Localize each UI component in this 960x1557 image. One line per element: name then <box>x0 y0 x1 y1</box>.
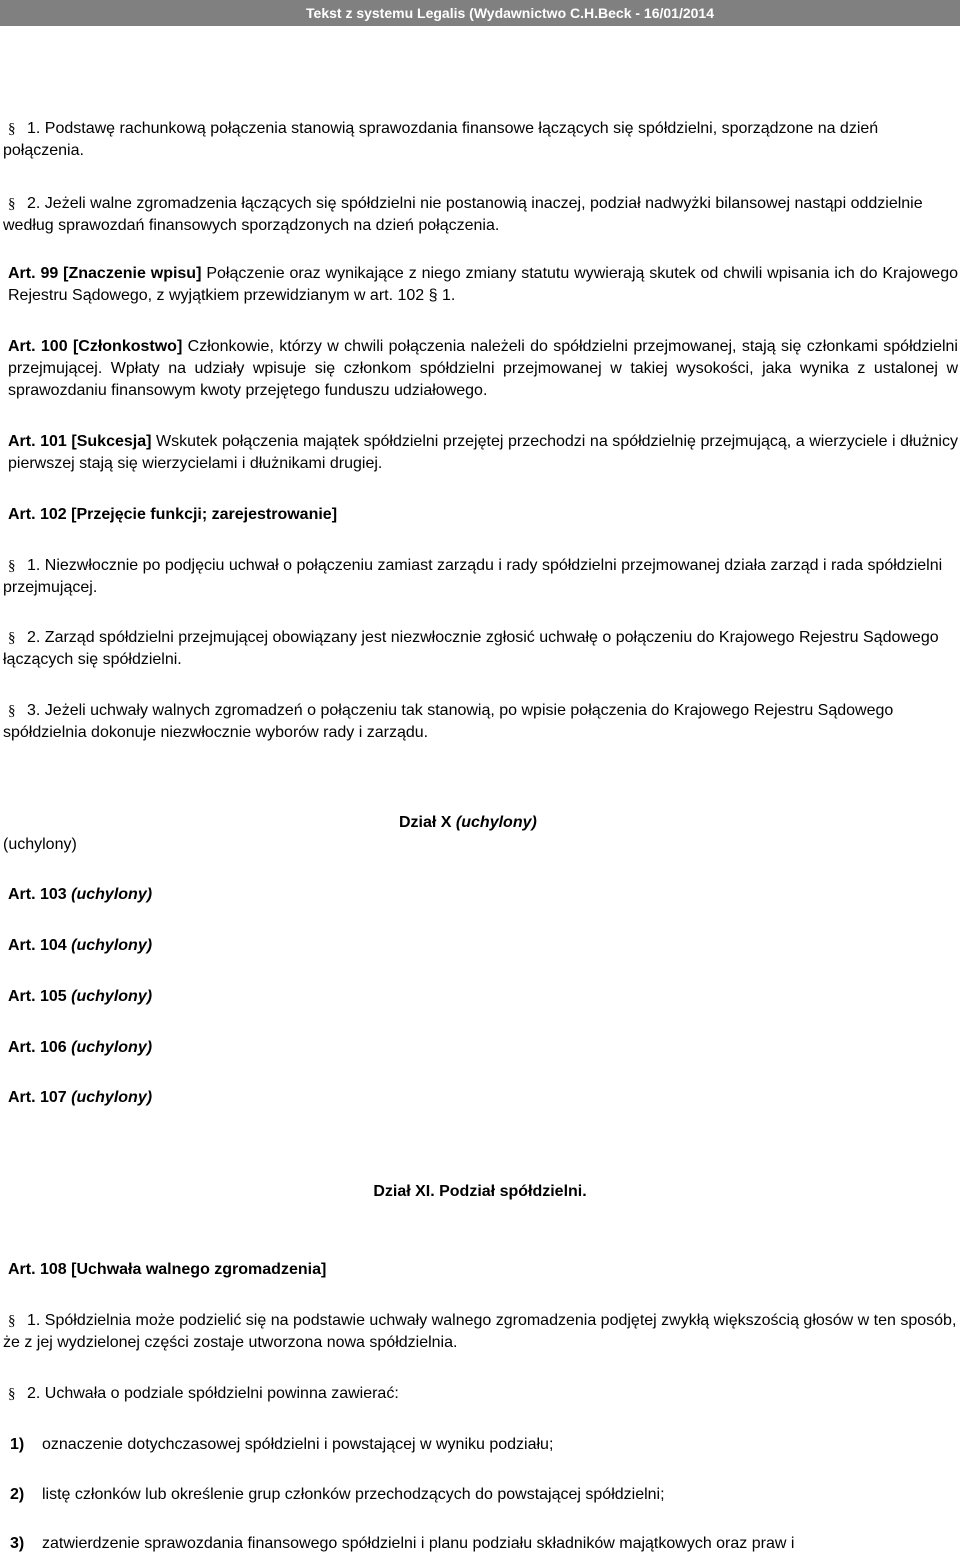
article-101 <box>8 431 958 475</box>
section-symbol: § <box>8 1386 16 1402</box>
article-text: Połączenie oraz wynikające z niego zmiany statutu wywierają skutek od chwili wpisania ich do Krajowego Rejestru Sądowego, z wyjątkiem przewidzianym w art. 102 <box>8 265 958 304</box>
article-102-heading: Art. 102 [Przejęcie funkcji; zarejestrowanie] <box>8 506 338 523</box>
article-text: Członkowie, którzy w chwili połączenia należeli do spółdzielni przejmowanej, stają się członkami spółdzielni przejmującej. Wpłaty na udziały wpisuje się członkom spółdzielni przejmowanej w takiej wysokości, jaka wynika z ustalonej w sprawozdaniu finansowym kwoty przejętego funduszu udziałowego. <box>8 338 958 399</box>
paragraph-text: Podstawę rachunkową połączenia stanowią sprawozdania finansowe łączących się spółdzielni, sporządzone na dzień połączenia. <box>3 120 879 159</box>
article-102-paragraph-1 <box>3 555 958 599</box>
article-102-paragraph-2 <box>3 627 958 671</box>
point-number: 3) <box>10 1535 25 1552</box>
article-108-paragraph-1 <box>3 1310 958 1354</box>
article-105: Art. 105 (uchylony) <box>8 988 153 1005</box>
paragraph-text: Spółdzielnia może podzielić się na podstawie uchwały walnego zgromadzenia podjętej zwykłą większością głosów w ten sposób, że z jej wydzielonej części zostaje utworzona nowa spółdzielnia. <box>3 1312 957 1351</box>
article-100 <box>8 336 958 402</box>
chapter-x-title: Dział X (uchylony) <box>399 814 537 831</box>
list-item <box>10 1434 958 1456</box>
chapter-xi-title: Dział XI. Podział spółdzielni. <box>373 1183 587 1200</box>
article-108-paragraph-2 <box>3 1383 958 1405</box>
paragraph-text: Jeżeli uchwały walnych zgromadzeń o połączeniu tak stanowią, po wpisie połączenia do Krajowego Rejestru Sądowego spółdzielnia dokonuje niezwłocznie wyborów rady i zarządu. <box>3 702 894 741</box>
paragraph-number: 1. <box>27 120 41 137</box>
page-header <box>0 0 960 26</box>
article-102-paragraph-3 <box>3 700 958 744</box>
section-symbol: § <box>8 703 16 719</box>
article-text-end: 1. <box>441 287 456 304</box>
paragraph-number: 1. <box>27 557 41 574</box>
list-item <box>10 1484 958 1506</box>
point-text: zatwierdzenie sprawozdania finansowego spółdzielni i planu podziału składników majątkowych oraz praw i <box>42 1535 795 1552</box>
article-103: Art. 103 (uchylony) <box>8 886 153 903</box>
paragraph-text: Niezwłocznie po podjęciu uchwał o połączeniu zamiast zarządu i rady spółdzielni przejmowanej działa zarząd i rada spółdzielni przejmującej. <box>3 557 943 596</box>
paragraph-number: 3. <box>27 702 41 719</box>
paragraph-text: Uchwała o podziale spółdzielni powinna zawierać: <box>44 1385 399 1402</box>
section-symbol: § <box>428 287 438 304</box>
section-symbol: § <box>8 196 16 212</box>
paragraph-text: Zarząd spółdzielni przejmującej obowiązany jest niezwłocznie zgłosić uchwałę o połączeniu do Krajowego Rejestru Sądowego łączących się spółdzielni. <box>3 629 939 668</box>
header-title: Tekst z systemu Legalis (Wydawnictwo C.H.Beck - 16/01/2014 <box>306 5 714 21</box>
paragraph-number: 2. <box>27 195 41 212</box>
article-label: Art. 99 [Znaczenie wpisu] <box>8 265 202 282</box>
chapter-x-title-suffix: (uchylony) <box>455 814 537 831</box>
point-text: oznaczenie dotychczasowej spółdzielni i powstającej w wyniku podziału; <box>42 1436 554 1453</box>
section-symbol: § <box>8 1313 16 1329</box>
section-symbol: § <box>8 121 16 137</box>
section-symbol: § <box>8 630 16 646</box>
paragraph-number: 2. <box>27 1385 41 1402</box>
chapter-x-note: (uchylony) <box>3 836 77 853</box>
point-number: 1) <box>10 1436 25 1453</box>
paragraph-2 <box>3 193 958 237</box>
article-label: Art. 100 [Członkostwo] <box>8 338 183 355</box>
article-106: Art. 106 (uchylony) <box>8 1039 153 1056</box>
article-107: Art. 107 (uchylony) <box>8 1089 153 1106</box>
paragraph-number: 1. <box>27 1312 41 1329</box>
article-label: Art. 101 [Sukcesja] <box>8 433 152 450</box>
paragraph-1 <box>3 118 958 162</box>
point-text: listę członków lub określenie grup członków przechodzących do powstającej spółdzielni; <box>42 1486 665 1503</box>
list-item <box>10 1533 958 1555</box>
point-number: 2) <box>10 1486 25 1503</box>
paragraph-text: Jeżeli walne zgromadzenia łączących się spółdzielni nie postanowią inaczej, podział nadwyżki bilansowej nastąpi oddzielnie według sprawozdań finansowych sporządzonych na dzień połączenia. <box>3 195 923 234</box>
article-text: Wskutek połączenia majątek spółdzielni przejętej przechodzi na spółdzielnię przejmującą, a wierzyciele i dłużnicy pierwszej stają się wierzycielami i dłużnikami drugiej. <box>8 433 958 472</box>
article-108-heading: Art. 108 [Uchwała walnego zgromadzenia] <box>8 1261 327 1278</box>
article-99 <box>8 263 958 307</box>
paragraph-number: 2. <box>27 629 41 646</box>
article-104: Art. 104 (uchylony) <box>8 937 153 954</box>
section-symbol: § <box>8 558 16 574</box>
